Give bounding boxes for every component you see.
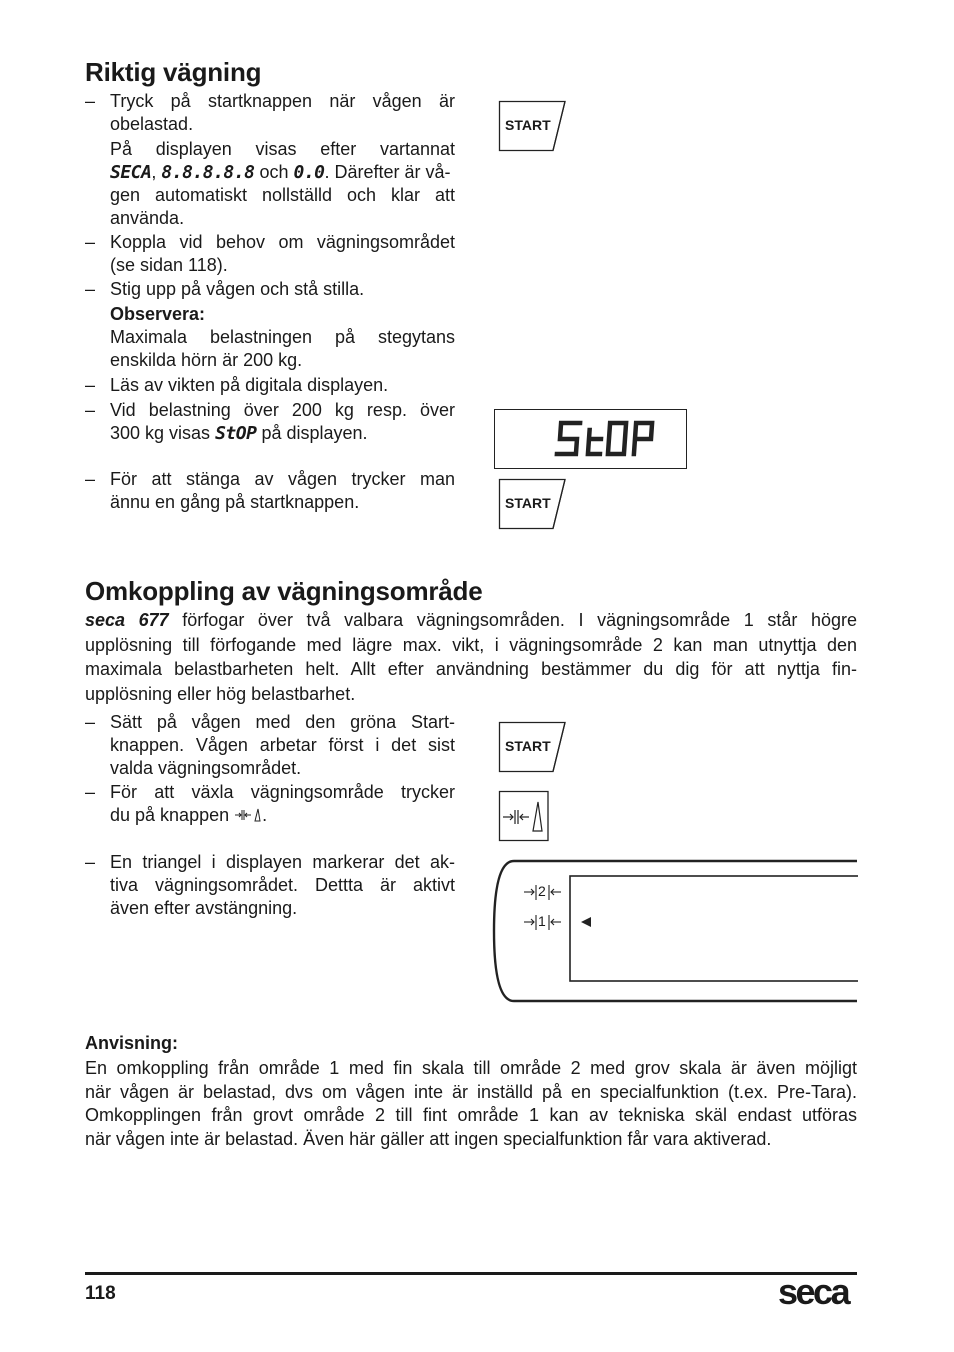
stop-display bbox=[494, 409, 687, 469]
start-button: START bbox=[498, 721, 568, 773]
intro-paragraph: seca 677 förfogar över två valbara vägningsområden. I vägningsområde 1 står högre upplösning till förfogande med lägre max. vikt, i vägningsområde 2 kan man utnyttja den maximala belastbarheten helt. Allt efter användning bestämmer du dig för att nyttja fin- upplösning eller hög belastbarhet. bbox=[85, 610, 858, 704]
list-item: – Stig upp på vågen och stå stilla. Observera: Maximala belastningen på stegytans enskilda hörn är 200 kg. bbox=[85, 279, 455, 370]
list-item: – Läs av vikten på digitala displayen. bbox=[85, 375, 389, 395]
segment-text-all-on: 8.8.8.8.8 bbox=[161, 162, 255, 183]
active-range-triangle-icon bbox=[581, 917, 591, 927]
footer-rule bbox=[85, 1272, 857, 1275]
start-button: START bbox=[498, 100, 568, 152]
range-switch-icon bbox=[234, 807, 262, 823]
page-number: 118 bbox=[85, 1283, 116, 1304]
brand-model: seca 677 bbox=[85, 610, 169, 630]
display-panel-outline bbox=[492, 859, 858, 1003]
segment-text-seca: SECA bbox=[110, 162, 152, 183]
range-switch-key-icon bbox=[498, 790, 552, 842]
list-item: – Vid belastning över 200 kg resp. över 300 kg visas StOP på displayen. bbox=[85, 400, 455, 444]
section-title-omkoppling: Omkoppling av vägningsområde bbox=[85, 576, 483, 606]
list-item: – För att växla vägningsområde trycker du på knappen . bbox=[85, 782, 455, 825]
note-paragraph: En omkoppling från område 1 med fin skala till område 2 med grov skala är även möjligt när vågen är belastad, dvs om vågen inte är inställd på en specialfunktion (t.ex. Pre-Tara). Omkopplingen från grovt område 2 till fint område 1 kan av tekniska skäl endast utföras när vågen inte är belastad. Även här gäller att ingen specialfunktion får vara aktiverad. bbox=[85, 1058, 857, 1149]
note-label: Observera: bbox=[110, 304, 206, 324]
note-label: Anvisning: bbox=[85, 1033, 178, 1053]
seven-segment-stop-icon bbox=[495, 410, 686, 468]
section-title-riktig-vagning: Riktig vägning bbox=[85, 57, 262, 87]
list-item: – För att stänga av vågen trycker man ännu en gång på startknappen. bbox=[85, 469, 455, 512]
segment-text-stop: StOP bbox=[215, 423, 257, 444]
start-button: START bbox=[498, 478, 568, 530]
list-item: – En triangel i displayen markerar det ak- tiva vägningsområdet. Dettta är aktivt även efter avstängning. bbox=[85, 852, 455, 918]
list-item: – Tryck på startknappen när vågen är obelastad. På displayen visas efter vartannat SECA, 8.8.8.8.8 och 0.0. Därefter är vå- gen automatiskt nollställd och klar att använda. bbox=[85, 91, 455, 228]
display-sequence-line: SECA, 8.8.8.8.8 och 0.0. Därefter är vå- bbox=[110, 162, 451, 183]
list-item: – Koppla vid behov om vägningsområdet (se sidan 118). bbox=[85, 232, 455, 275]
seca-logo: seca bbox=[778, 1271, 849, 1312]
segment-text-zero: 0.0 bbox=[293, 162, 325, 183]
range-switch-button bbox=[498, 790, 552, 847]
range-1-label: 1 bbox=[538, 913, 546, 929]
range-2-label: 2 bbox=[538, 883, 546, 899]
list-item: – Sätt på vågen med den gröna Start- knappen. Vågen arbetar först i det sist valda vägningsområdet. bbox=[85, 712, 455, 778]
range-display-panel bbox=[492, 859, 858, 1008]
